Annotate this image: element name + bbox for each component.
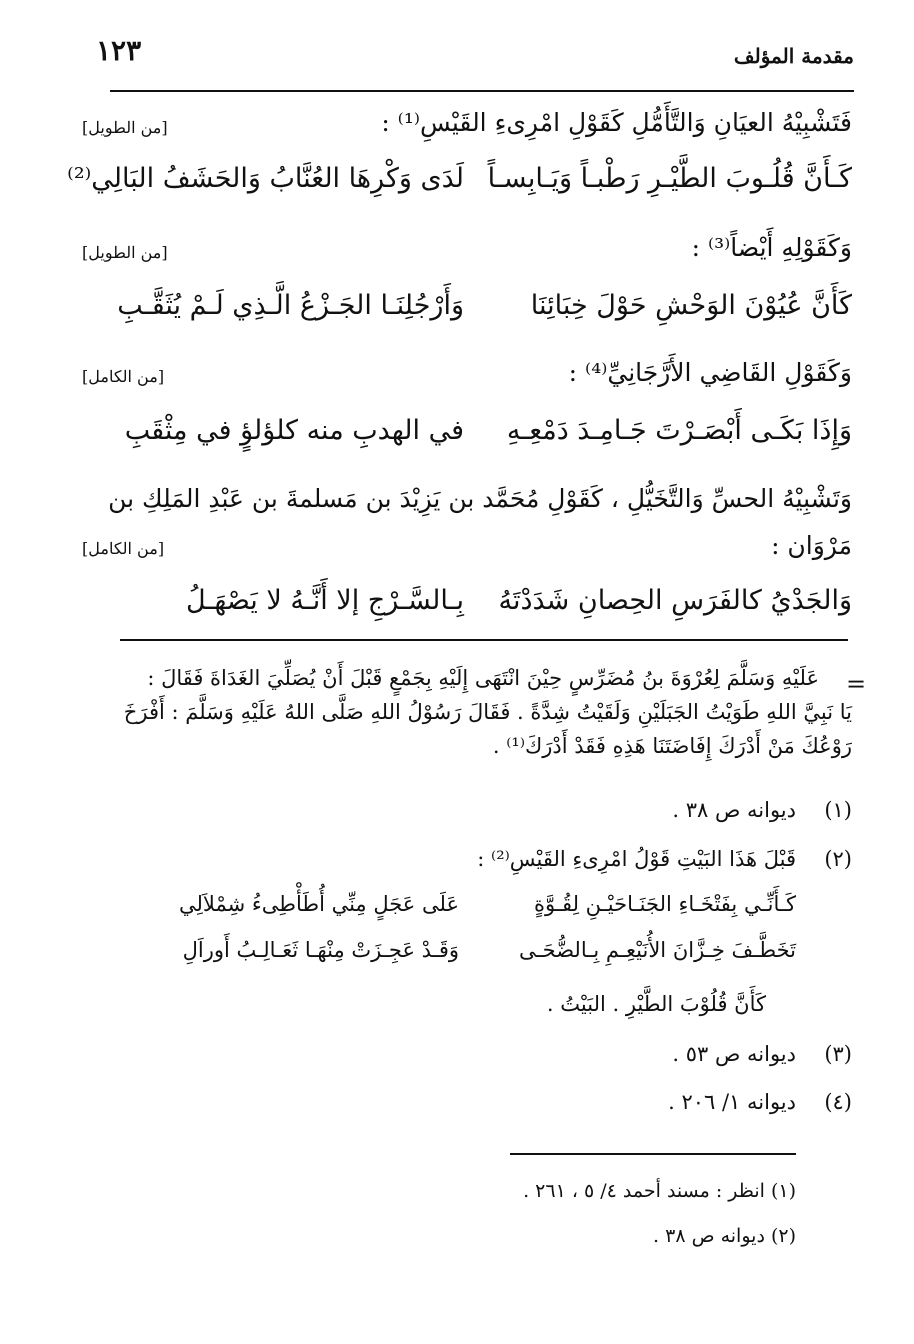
meter-label-3: [من الكامل] xyxy=(82,367,165,386)
body-line-4b: مَرْوَان : xyxy=(771,531,852,560)
footnote-number-4: (٤) xyxy=(824,1090,852,1114)
footnote-number-2: (٢) xyxy=(824,847,852,871)
footnote-2-verse-2-right: تَخَطَّـفَ خِـزَّانَ الأُنَيْعِـمِ بِـالضُّحَـى xyxy=(519,938,796,962)
page-number: ١٢٣ xyxy=(96,34,142,67)
footnote-text-2: قَبْلَ هَذَا البَيْتِ قَوْلُ امْرِىءِ القَيْسِ⁽²⁾ : xyxy=(477,847,796,871)
verse-4-left-hemistich: بِـالسَّـرْجِ إلا أَنَّـهُ لا يَصْهَـلُ xyxy=(186,585,464,616)
verse-2-right-hemistich: كَأَنَّ عُيُوْنَ الوَحْشِ حَوْلَ خِبَائِنَا xyxy=(530,290,852,321)
verse-3-left-hemistich: في الهدبِ منه كلؤلؤٍ في مِثْقَبِ xyxy=(124,415,464,446)
meter-label-1: [من الطويل] xyxy=(82,118,168,137)
bottom-note-separator xyxy=(510,1153,796,1155)
header-rule xyxy=(110,90,854,92)
footnote-separator xyxy=(120,639,848,641)
footnote-2-tail: كَأَنَّ قُلُوْبَ الطَّيْرِ . البَيْتُ . xyxy=(546,992,766,1016)
footnote-text-3: ديوانه ص ٥٣ . xyxy=(672,1042,796,1066)
footnote-number-1: (١) xyxy=(824,798,852,822)
running-header-title: مقدمة المؤلف xyxy=(733,44,854,68)
verse-4-right-hemistich: وَالجَدْيُ كالفَرَسِ الحِصانِ شَدَدْتَهُ xyxy=(498,585,852,616)
footnote-2-verse-2-left: وَقَـدْ عَجِـزَتْ مِنْهَـا ثَعَـالِـبُ أَوراَلِ xyxy=(182,938,459,962)
bottom-note-2: (٢) ديوانه ص ٣٨ . xyxy=(653,1225,796,1247)
verse-1-left-hemistich: لَدَى وَكْرِهَا العُنَّابُ وَالحَشَفُ البَالِي⁽²⁾ xyxy=(67,163,464,194)
meter-label-2: [من الطويل] xyxy=(82,243,168,262)
footnote-2-verse-1-right: كَـأَنِّـي بِفَتْخَـاءِ الجَنَـاحَيْـنِ لِقُـوَّةٍ xyxy=(533,892,796,916)
verse-1-right-hemistich: كَـأَنَّ قُلُـوبَ الطَّيْـرِ رَطْبـاً وَيَـابِسـاً xyxy=(487,163,852,194)
continuation-line-3: رَوْعُكَ مَنْ أَدْرَكَ إِفَاضَتَنَا هَذِهِ فَقَدْ أَدْرَكَ⁽¹⁾ . xyxy=(492,734,852,758)
bottom-note-1: (١) انظر : مسند أحمد ٤/ ٥ ، ٢٦١ . xyxy=(523,1180,796,1202)
intro-line-1: فَتَشْبِيْهُ العيَانِ وَالتَّأَمُّلِ كَقَوْلِ امْرِىءِ القَيْسِ⁽¹⁾ : xyxy=(381,108,852,137)
intro-line-2: وَكَقَوْلِهِ أَيْضاً⁽³⁾ : xyxy=(691,233,852,262)
continuation-line-2: يَا نَبِيَّ اللهِ طَوَيْتُ الجَبَلَيْنِ وَلَقَيْتُ شِدَّةً . فَقَالَ رَسُوْلُ اللهِ صَلَّى اللهُ عَلَيْهِ وَسَلَّمَ : أَفْرَخَ xyxy=(123,700,852,724)
verse-2-left-hemistich: وَأَرْجُلِنَـا الجَـزْعُ الَّـذِي لَـمْ يُثَقَّـبِ xyxy=(117,290,464,321)
footnote-text-1: ديوانه ص ٣٨ . xyxy=(672,798,796,822)
footnote-text-4: ديوانه ١/ ٢٠٦ . xyxy=(668,1090,796,1114)
verse-3-right-hemistich: وَإِذَا بَكَـى أَبْصَـرْتَ جَـامِـدَ دَمْعِـهِ xyxy=(506,415,852,446)
body-line-4a: وَتَشْبِيْهُ الحسِّ وَالتَّخَيُّلِ ، كَقَوْلِ مُحَمَّد بن يَزِيْدَ بن مَسلمةَ بن عَبْدِ المَلِكِ بن xyxy=(108,484,852,513)
intro-line-3: وَكَقَوْلِ القَاضِي الأَرَّجَانِيِّ⁽⁴⁾ : xyxy=(568,358,852,387)
continuation-line-1: عَلَيْهِ وَسَلَّمَ لِعُرْوَةَ بنُ مُضَرِّسٍ حِيْنَ انْتَهَى إِلَيْهِ بِجَمْعٍ قَبْلَ أَنْ يُصَلِّيَ الغَدَاةَ فَقَالَ : xyxy=(147,666,819,690)
meter-label-4: [من الكامل] xyxy=(82,539,165,558)
continuation-mark: = xyxy=(846,670,867,698)
footnote-number-3: (٣) xyxy=(824,1042,852,1066)
footnote-2-verse-1-left: عَلَى عَجَلٍ مِنِّي أُطَأْطِىءُ شِمْلاَلِي xyxy=(179,892,459,916)
